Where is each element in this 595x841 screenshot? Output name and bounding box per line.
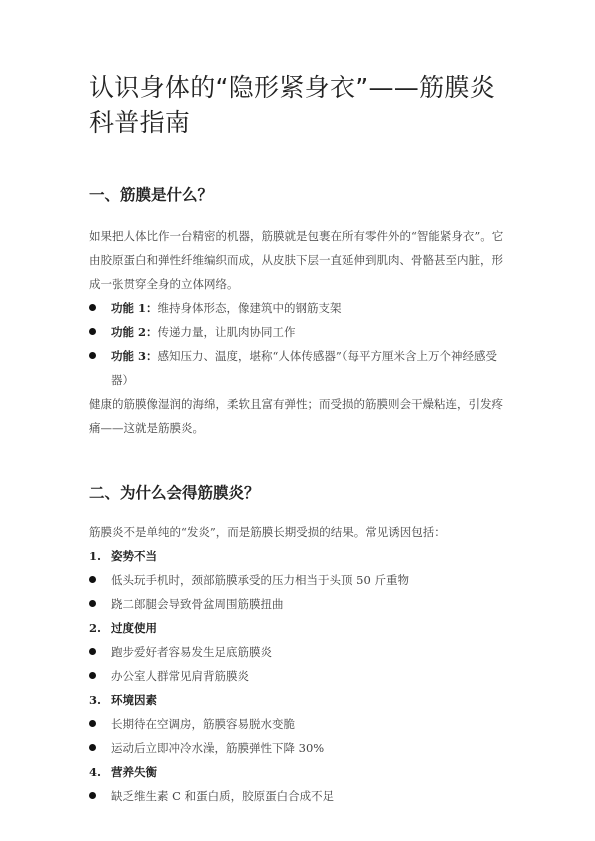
list-item: [89, 320, 507, 344]
item-text: 跑步爱好者容易发生足底筋膜炎: [111, 645, 272, 659]
list-item: [89, 640, 507, 664]
item-label: 功能 2：: [111, 325, 158, 339]
bullet-icon: [89, 744, 96, 751]
item-text: 传递力量，让肌肉协同工作: [157, 325, 296, 339]
bullet-icon: [89, 792, 96, 799]
list-item: [89, 296, 507, 320]
section-heading: 二、为什么会得筋膜炎？: [89, 484, 260, 502]
numbered-item: [89, 616, 507, 640]
item-title: 过度使用: [111, 621, 157, 635]
item-label: 功能 3：: [111, 349, 158, 363]
list-item: [89, 736, 507, 760]
item-title: 环境因素: [111, 693, 157, 707]
item-text: 缺乏维生素 C 和蛋白质，胶原蛋白合成不足: [111, 789, 335, 803]
list-item: [89, 344, 507, 392]
numbered-item: [89, 760, 507, 784]
item-number: 4.: [89, 765, 102, 779]
list-item: [89, 568, 507, 592]
numbered-item: [89, 688, 507, 712]
bullet-icon: [89, 352, 96, 359]
list-item: [89, 592, 507, 616]
item-title: 营养失衡: [111, 765, 157, 779]
item-text: 感知压力、温度，堪称“人体传感器”（每平方厘米含上万个神经感受器）: [111, 349, 498, 387]
paragraph: 健康的筋膜像湿润的海绵，柔软且富有弹性；而受损的筋膜则会干燥粘连，引发疼痛——这就是筋膜炎。: [89, 397, 503, 435]
bullet-icon: [89, 720, 96, 727]
numbered-item: [89, 544, 507, 568]
paragraph: 筋膜炎不是单纯的“发炎”，而是筋膜长期受损的结果。常见诱因包括：: [89, 525, 446, 539]
bullet-icon: [89, 328, 96, 335]
item-text: 跷二郎腿会导致骨盆周围筋膜扭曲: [111, 597, 284, 611]
bullet-icon: [89, 304, 96, 311]
item-number: 2.: [89, 621, 102, 635]
bullet-icon: [89, 600, 96, 607]
list-item: [89, 712, 507, 736]
item-text: 办公室人群常见肩背筋膜炎: [111, 669, 249, 683]
item-text: 维持身体形态，像建筑中的钢筋支架: [157, 301, 342, 315]
bullet-icon: [89, 576, 96, 583]
item-text: 运动后立即冲冷水澡，筋膜弹性下降 30%: [111, 741, 325, 755]
item-number: 3.: [89, 693, 102, 707]
section-heading: 一、筋膜是什么？: [89, 186, 214, 204]
bullet-icon: [89, 672, 96, 679]
paragraph: 如果把人体比作一台精密的机器，筋膜就是包裹在所有零件外的“智能紧身衣”。它由胶原蛋白和弹性纤维编织而成，从皮肤下层一直延伸到肌肉、骨骼甚至内脏，形成一张贯穿全身的立体网络。: [89, 229, 504, 291]
cause-list: [89, 544, 507, 808]
list-item: [89, 664, 507, 688]
item-number: 1.: [89, 549, 102, 563]
item-text: 低头玩手机时，颈部筋膜承受的压力相当于头顶 50 斤重物: [111, 573, 409, 587]
page-title: 认识身体的“隐形紧身衣”——筋膜炎科普指南: [89, 73, 496, 137]
item-title: 姿势不当: [111, 549, 157, 563]
list-item: [89, 784, 507, 808]
item-text: 长期待在空调房，筋膜容易脱水变脆: [111, 717, 295, 731]
item-label: 功能 1：: [111, 301, 158, 315]
bullet-icon: [89, 648, 96, 655]
function-list: [89, 296, 507, 392]
